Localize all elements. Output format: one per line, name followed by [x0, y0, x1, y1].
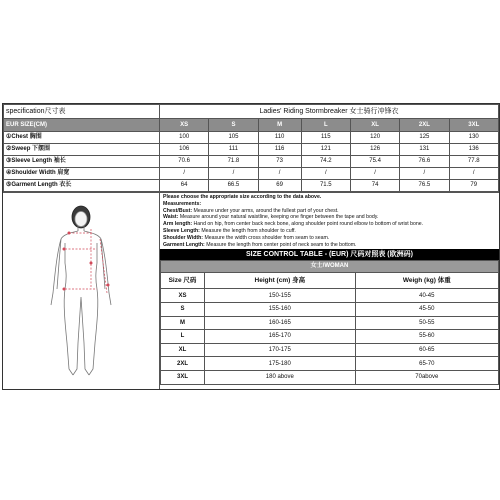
cell: 125 [400, 132, 449, 144]
size-chart-sheet [2, 103, 500, 390]
size-header: L [301, 119, 350, 132]
note-text: Measure around your natural waistline, keeping one finger between the tape and body. [178, 214, 379, 221]
cell: 74.2 [301, 156, 350, 168]
note-text: Measure under your arms, around the fullest part of your chest. [192, 207, 339, 214]
note-term: Shoulder Width: [163, 234, 204, 241]
cell: 55-60 [355, 330, 498, 344]
row-label: ③Sleeve Length 袖长 [4, 156, 160, 168]
cell: 70.6 [160, 156, 209, 168]
cell: 126 [350, 144, 399, 156]
cell: 69 [258, 180, 301, 192]
cell: 77.8 [449, 156, 498, 168]
cell: 3XL [161, 370, 205, 384]
note-item [163, 242, 496, 249]
size-control-table [160, 260, 499, 384]
cell: 180 above [205, 370, 356, 384]
table-row [161, 316, 499, 330]
cell: 50-55 [355, 316, 498, 330]
cell: 111 [209, 144, 258, 156]
cell: 121 [301, 144, 350, 156]
measurement-notes [160, 193, 499, 249]
table-row [161, 330, 499, 344]
spec-label: specification尺寸表 [4, 105, 160, 119]
cell: / [350, 168, 399, 180]
cell: 130 [449, 132, 498, 144]
cell: 170-175 [205, 343, 356, 357]
table-row [4, 180, 499, 192]
spec-title-row [4, 105, 499, 119]
cell: L [161, 330, 205, 344]
note-text: Measure the length from shoulder to cuff. [199, 227, 296, 234]
cell: 116 [258, 144, 301, 156]
cell: XS [161, 289, 205, 303]
cell: / [301, 168, 350, 180]
eur-size-label: EUR SIZE(CM) [4, 119, 160, 132]
table-row [4, 168, 499, 180]
table-row [161, 289, 499, 303]
column-header-row [161, 273, 499, 289]
table-row [4, 156, 499, 168]
cell: 105 [209, 132, 258, 144]
row-label: ④Shoulder Width 肩宽 [4, 168, 160, 180]
cell: / [400, 168, 449, 180]
cell: 74 [350, 180, 399, 192]
cell: 65-70 [355, 357, 498, 371]
cell: 120 [350, 132, 399, 144]
cell: 64 [160, 180, 209, 192]
cell: 71.8 [209, 156, 258, 168]
gender-row [161, 261, 499, 273]
gender-label: 女士/WOMAN [161, 261, 499, 273]
cell: 2XL [161, 357, 205, 371]
col-weight: Weigh (kg) 体重 [355, 273, 498, 289]
right-column [160, 193, 499, 389]
cell: / [258, 168, 301, 180]
cell: 73 [258, 156, 301, 168]
cell: 70above [355, 370, 498, 384]
cell: 40-45 [355, 289, 498, 303]
cell: M [161, 316, 205, 330]
size-header: 3XL [449, 119, 498, 132]
note-text: Hand on hip, from center back neck bone, along shoulder point round elbow to bottom of wrist bone. [192, 221, 424, 228]
table-row [161, 357, 499, 371]
note-item [163, 228, 496, 235]
cell: 100 [160, 132, 209, 144]
table-row [4, 132, 499, 144]
row-label: ②Sweep 下摆围 [4, 144, 160, 156]
cell: 160-165 [205, 316, 356, 330]
cell: 131 [400, 144, 449, 156]
notes-intro: Please choose the appropriate size according to the data above. [163, 194, 322, 200]
col-size: Size 尺码 [161, 273, 205, 289]
size-header: 2XL [400, 119, 449, 132]
note-text: Measure the length from center point of neck seam to the bottom. [204, 241, 357, 248]
size-header: XS [160, 119, 209, 132]
size-header: S [209, 119, 258, 132]
cell: 155-160 [205, 302, 356, 316]
note-item [163, 214, 496, 221]
note-term: Arm length: [163, 221, 193, 228]
specification-table [3, 104, 499, 192]
cell: 106 [160, 144, 209, 156]
table-row [161, 370, 499, 384]
cell: / [160, 168, 209, 180]
cell: 115 [301, 132, 350, 144]
notes-heading: Measurements: [163, 200, 202, 207]
measurement-figure [3, 193, 160, 389]
cell: 45-50 [355, 302, 498, 316]
table-row [4, 144, 499, 156]
note-term: Sleeve Length: [163, 227, 200, 234]
size-control-title: SIZE CONTROL TABLE - (EUR) 尺码对照表 (欧洲码) [160, 249, 499, 260]
cell: XL [161, 343, 205, 357]
col-height: Height (cm) 身高 [205, 273, 356, 289]
woman-figure-illustration [3, 193, 159, 389]
note-item [163, 235, 496, 242]
cell: 150-155 [205, 289, 356, 303]
note-text: Measure the width cross shoulder from seam to seam. [203, 234, 330, 241]
cell: 76.6 [400, 156, 449, 168]
cell: 110 [258, 132, 301, 144]
cell: 71.5 [301, 180, 350, 192]
size-header-row [4, 119, 499, 132]
size-header: XL [350, 119, 399, 132]
note-item [163, 221, 496, 228]
note-term: Garment Length: [163, 241, 205, 248]
table-row [161, 302, 499, 316]
note-item [163, 208, 496, 215]
cell: 66.5 [209, 180, 258, 192]
cell: 79 [449, 180, 498, 192]
cell: / [449, 168, 498, 180]
note-term: Chest/Bust: [163, 207, 193, 214]
row-label: ①Chest 胸围 [4, 132, 160, 144]
row-label: ⑤Garment Length 衣长 [4, 180, 160, 192]
cell: / [209, 168, 258, 180]
table-row [161, 343, 499, 357]
product-name: Ladies' Riding Stormbreaker 女士骑行冲锋衣 [160, 105, 499, 119]
cell: 165-170 [205, 330, 356, 344]
cell: 76.5 [400, 180, 449, 192]
cell: 175-180 [205, 357, 356, 371]
cell: 136 [449, 144, 498, 156]
lower-section [3, 192, 499, 389]
cell: S [161, 302, 205, 316]
cell: 75.4 [350, 156, 399, 168]
note-term: Waist: [163, 214, 179, 221]
size-header: M [258, 119, 301, 132]
cell: 60-65 [355, 343, 498, 357]
